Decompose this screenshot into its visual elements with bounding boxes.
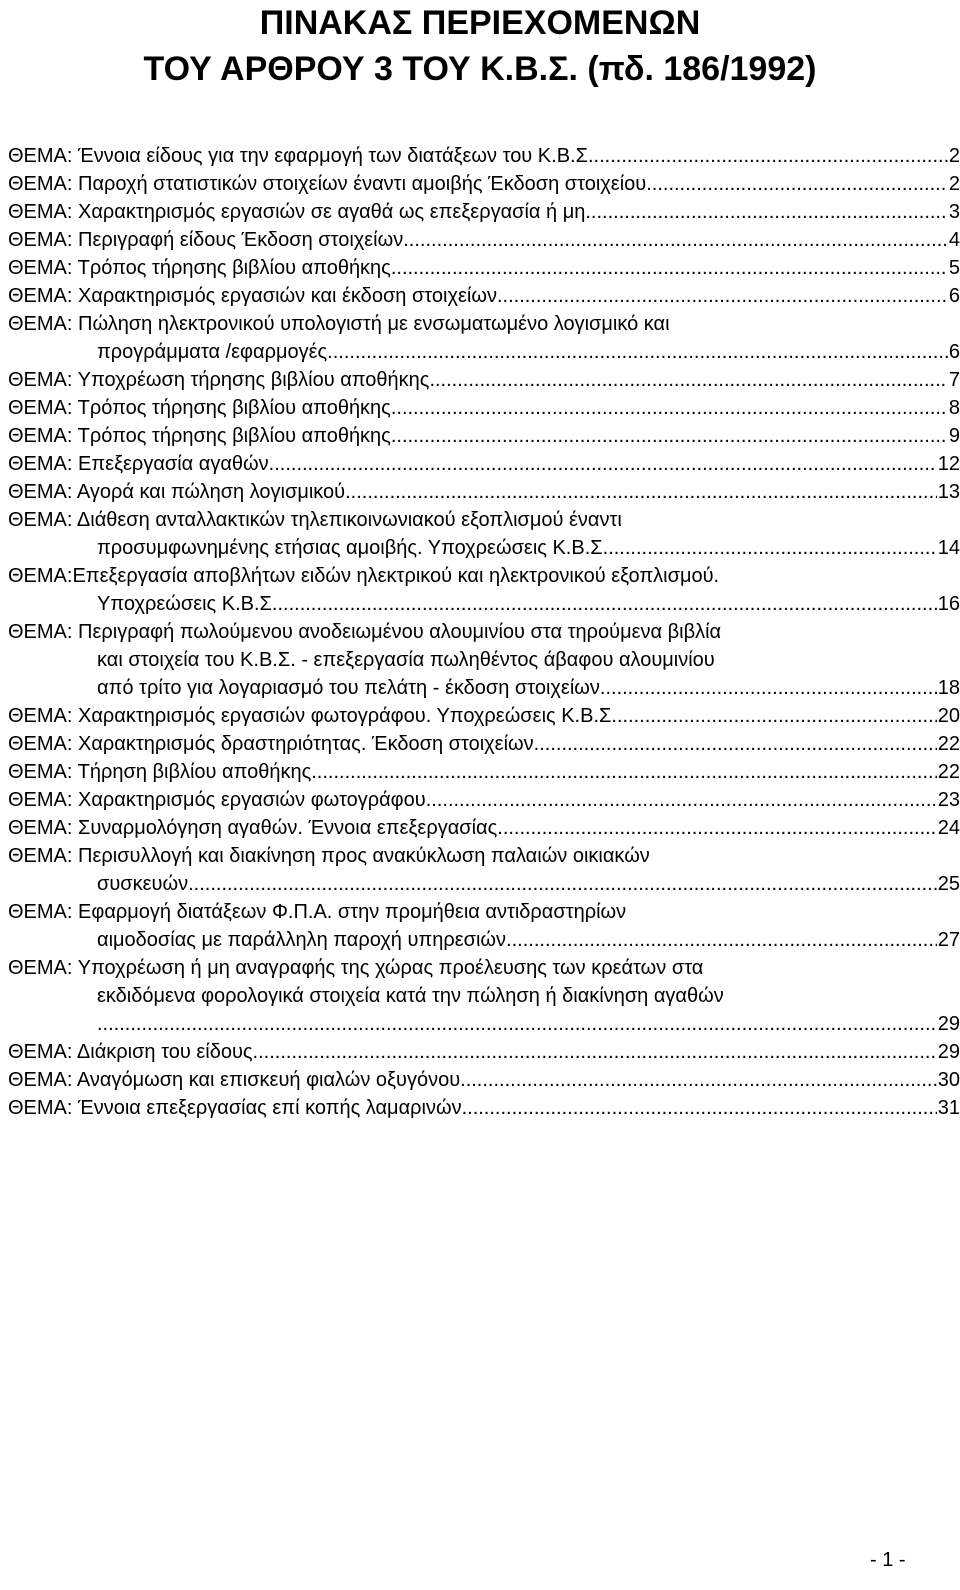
- toc-page-number: 23: [937, 789, 960, 811]
- toc-entry-text: ΘΕΜΑ: Χαρακτηρισμός εργασιών φωτογράφου. Υποχρεώσεις Κ.Β.Σ.: [8, 705, 617, 727]
- toc-entry-text: ΘΕΜΑ: Χαρακτηρισμός δραστηριότητας. Έκδοση στοιχείων.: [8, 733, 540, 755]
- dot-leader: [460, 1066, 937, 1094]
- toc-page-number: 2: [948, 173, 960, 195]
- toc-entry[interactable]: [8, 562, 960, 618]
- dot-leader: [467, 1094, 937, 1122]
- toc-entry[interactable]: [8, 702, 960, 730]
- table-of-contents: [8, 142, 960, 1122]
- toc-entry[interactable]: [8, 898, 960, 954]
- toc-page-number: 20: [937, 705, 960, 727]
- toc-page-number: 25: [937, 873, 960, 895]
- toc-entry-line: [8, 674, 960, 702]
- toc-page-number: 29: [937, 1013, 960, 1035]
- dot-leader: [311, 758, 937, 786]
- toc-entry-line: [8, 982, 960, 1010]
- toc-page-number: 22: [937, 761, 960, 783]
- toc-entry-line: [8, 618, 960, 646]
- toc-entry-line: [8, 170, 960, 198]
- toc-entry-text: ΘΕΜΑ: Χαρακτηρισμός εργασιών και έκδοση στοιχείων: [8, 285, 497, 307]
- toc-entry[interactable]: [8, 758, 960, 786]
- toc-page-number: 30: [937, 1069, 960, 1091]
- toc-entry-line: [8, 954, 960, 982]
- toc-page-number: 4: [948, 229, 960, 251]
- toc-entry-line: [8, 814, 960, 842]
- toc-entry[interactable]: [8, 254, 960, 282]
- toc-page-number: 24: [937, 817, 960, 839]
- toc-entry-line: [8, 786, 960, 814]
- dot-leader: [391, 394, 948, 422]
- toc-entry-line: [8, 366, 960, 394]
- toc-page-number: 8: [948, 397, 960, 419]
- toc-entry[interactable]: [8, 394, 960, 422]
- toc-page-number: 13: [937, 481, 960, 503]
- toc-entry[interactable]: [8, 1038, 960, 1066]
- dot-leader: [403, 226, 948, 254]
- toc-entry[interactable]: [8, 226, 960, 254]
- toc-entry-text: ΘΕΜΑ: Τρόπος τήρησης βιβλίου αποθήκης: [8, 425, 391, 447]
- toc-entry-line: [8, 534, 960, 562]
- toc-entry-text: προγράμματα /εφαρμογές.: [97, 341, 333, 363]
- toc-entry-text: εκδιδόμενα φορολογικά στοιχεία κατά την πώληση ή διακίνηση αγαθών: [97, 985, 724, 1007]
- dot-leader: [591, 198, 948, 226]
- toc-entry-line: [8, 254, 960, 282]
- toc-entry-line: [8, 310, 960, 338]
- toc-entry-line: [8, 730, 960, 758]
- toc-entry-text: από τρίτο για λογαριασμό του πελάτη - έκδοση στοιχείων.: [97, 677, 606, 699]
- toc-entry[interactable]: [8, 506, 960, 562]
- toc-entry-line: [8, 1038, 960, 1066]
- toc-entry-text: ΘΕΜΑ: Διάθεση ανταλλακτικών τηλεπικοινωνιακού εξοπλισμού έναντι: [8, 509, 622, 531]
- toc-entry[interactable]: [8, 450, 960, 478]
- dot-leader: [512, 926, 937, 954]
- toc-entry-text: ΘΕΜΑ: Περισυλλογή και διακίνηση προς ανακύκλωση παλαιών οικιακών: [8, 845, 650, 867]
- toc-entry-line: [8, 198, 960, 226]
- dot-leader: [426, 786, 937, 814]
- toc-entry-line: [8, 450, 960, 478]
- toc-entry-line: [8, 142, 960, 170]
- dot-leader: [497, 814, 936, 842]
- toc-entry[interactable]: [8, 366, 960, 394]
- toc-entry-line: [8, 422, 960, 450]
- dot-leader: [258, 1038, 937, 1066]
- toc-entry-text: προσυμφωνημένης ετήσιας αμοιβής. Υποχρεώσεις Κ.Β.Σ.: [97, 537, 609, 559]
- toc-entry-text: ΘΕΜΑ: Τρόπος τήρησης βιβλίου αποθήκης: [8, 257, 391, 279]
- toc-page-number: 12: [937, 453, 960, 475]
- toc-page-number: 3: [948, 201, 960, 223]
- toc-entry-text: αιμοδοσίας με παράλληλη παροχή υπηρεσιών.: [97, 929, 512, 951]
- toc-page-number: 22: [937, 733, 960, 755]
- toc-entry-text: ΘΕΜΑ: Πώληση ηλεκτρονικού υπολογιστή με ενσωματωμένο λογισμικό και: [8, 313, 670, 335]
- toc-entry-text: ΘΕΜΑ: Τρόπος τήρησης βιβλίου αποθήκης: [8, 397, 391, 419]
- toc-entry-text: ΘΕΜΑ: Χαρακτηρισμός εργασιών σε αγαθά ως επεξεργασία ή μη.: [8, 201, 591, 223]
- toc-entry-line: [8, 282, 960, 310]
- toc-entry[interactable]: [8, 954, 960, 1038]
- toc-entry-text: ΘΕΜΑ: Παροχή στατιστικών στοιχείων έναντι αμοιβής Έκδοση στοιχείου: [8, 173, 647, 195]
- toc-page-number: 16: [937, 593, 960, 615]
- document-title: [0, 0, 960, 92]
- dot-leader: [594, 142, 948, 170]
- dot-leader: [269, 450, 937, 478]
- dot-leader: [391, 422, 948, 450]
- dot-leader: [333, 338, 948, 366]
- toc-page-number: 14: [937, 537, 960, 559]
- toc-entry-line: [8, 870, 960, 898]
- toc-entry[interactable]: [8, 814, 960, 842]
- dot-leader: [97, 1010, 937, 1038]
- toc-entry-text: ΘΕΜΑ: Έννοια επεξεργασίας επί κοπής λαμαρινών.: [8, 1097, 468, 1119]
- toc-entry-text: ΘΕΜΑ: Χαρακτηρισμός εργασιών φωτογράφου: [8, 789, 426, 811]
- toc-page-number: 5: [948, 257, 960, 279]
- toc-page-number: 6: [948, 285, 960, 307]
- toc-entry-text: και στοιχεία του Κ.Β.Σ. - επεξεργασία πωληθέντος άβαφου αλουμινίου: [97, 649, 715, 671]
- toc-entry-text: ΘΕΜΑ:Επεξεργασία αποβλήτων ειδών ηλεκτρικού και ηλεκτρονικού εξοπλισμού.: [8, 565, 720, 587]
- dot-leader: [351, 478, 937, 506]
- dot-leader: [429, 366, 947, 394]
- toc-entry-text: ΘΕΜΑ: Αναγόμωση και επισκευή φιαλών οξυγόνου: [8, 1069, 461, 1091]
- toc-entry-text: ΘΕΜΑ: Επεξεργασία αγαθών: [8, 453, 269, 475]
- toc-entry-line: [8, 646, 960, 674]
- toc-entry-line: [8, 394, 960, 422]
- toc-entry-line: [8, 562, 960, 590]
- dot-leader: [608, 534, 937, 562]
- dot-leader: [539, 730, 937, 758]
- toc-page-number: 27: [937, 929, 960, 951]
- toc-entry-text: ΘΕΜΑ: Έννοια είδους για την εφαρμογή των διατάξεων του Κ.Β.Σ.: [8, 145, 594, 167]
- toc-entry[interactable]: [8, 478, 960, 506]
- toc-entry[interactable]: [8, 1094, 960, 1122]
- toc-page-number: 6: [948, 341, 960, 363]
- toc-entry-line: [8, 898, 960, 926]
- page-number: - 1 -: [870, 1549, 906, 1571]
- toc-page-number: 18: [937, 677, 960, 699]
- toc-entry-text: ΘΕΜΑ: Διάκριση του είδους.: [8, 1041, 259, 1063]
- toc-entry-line: [8, 926, 960, 954]
- toc-entry[interactable]: [8, 170, 960, 198]
- toc-entry-text: ΘΕΜΑ: Τήρηση βιβλίου αποθήκης: [8, 761, 312, 783]
- toc-entry-line: [8, 590, 960, 618]
- toc-entry-line: [8, 842, 960, 870]
- dot-leader: [497, 282, 948, 310]
- toc-entry[interactable]: [8, 730, 960, 758]
- toc-entry-text: Υποχρεώσεις Κ.Β.Σ.: [97, 593, 278, 615]
- toc-entry-line: [8, 338, 960, 366]
- dot-leader: [277, 590, 936, 618]
- title-line-2: ΤΟΥ ΑΡΘΡΟΥ 3 ΤΟΥ Κ.Β.Σ. (πδ. 186/1992): [143, 50, 817, 88]
- toc-entry-line: [8, 1066, 960, 1094]
- toc-entry[interactable]: [8, 422, 960, 450]
- toc-entry-text: ΘΕΜΑ: Αγορά και πώληση λογισμικού.: [8, 481, 351, 503]
- toc-entry[interactable]: [8, 842, 960, 898]
- dot-leader: [646, 170, 948, 198]
- toc-entry-line: [8, 758, 960, 786]
- toc-page-number: 29: [937, 1041, 960, 1063]
- toc-entry[interactable]: [8, 786, 960, 814]
- dot-leader: [605, 674, 936, 702]
- toc-entry-text: ΘΕΜΑ: Υποχρέωση τήρησης βιβλίου αποθήκης: [8, 369, 430, 391]
- toc-page-number: 31: [937, 1097, 960, 1119]
- toc-entry-line: [8, 1094, 960, 1122]
- toc-entry-line: [8, 702, 960, 730]
- toc-entry-text: ΘΕΜΑ: Περιγραφή πωλούμενου ανοδειωμένου αλουμινίου στα τηρούμενα βιβλία: [8, 621, 722, 643]
- toc-entry-line: [8, 226, 960, 254]
- toc-entry[interactable]: [8, 310, 960, 366]
- dot-leader: [617, 702, 937, 730]
- toc-entry-text: ΘΕΜΑ: Εφαρμογή διατάξεων Φ.Π.Α. στην προμήθεια αντιδραστηρίων: [8, 901, 627, 923]
- toc-entry-line: [8, 478, 960, 506]
- toc-entry[interactable]: [8, 618, 960, 702]
- toc-entry-line: [8, 1010, 960, 1038]
- toc-entry-text: ΘΕΜΑ: Υποχρέωση ή μη αναγραφής της χώρας προέλευσης των κρεάτων στα: [8, 957, 704, 979]
- toc-entry-text: συσκευών.: [97, 873, 194, 895]
- toc-entry[interactable]: [8, 282, 960, 310]
- toc-entry-line: [8, 506, 960, 534]
- toc-entry[interactable]: [8, 1066, 960, 1094]
- toc-entry[interactable]: [8, 142, 960, 170]
- toc-entry[interactable]: [8, 198, 960, 226]
- toc-page-number: 9: [948, 425, 960, 447]
- dot-leader: [391, 254, 948, 282]
- dot-leader: [194, 870, 937, 898]
- toc-page-number: 2: [948, 145, 960, 167]
- title-line-1: ΠΙΝΑΚΑΣ ΠΕΡΙΕΧΟΜΕΝΩΝ: [259, 4, 701, 42]
- toc-entry-text: ΘΕΜΑ: Συναρμολόγηση αγαθών. Έννοια επεξεργασίας: [8, 817, 498, 839]
- toc-page-number: 7: [948, 369, 960, 391]
- toc-entry-text: ΘΕΜΑ: Περιγραφή είδους Έκδοση στοιχείων: [8, 229, 404, 251]
